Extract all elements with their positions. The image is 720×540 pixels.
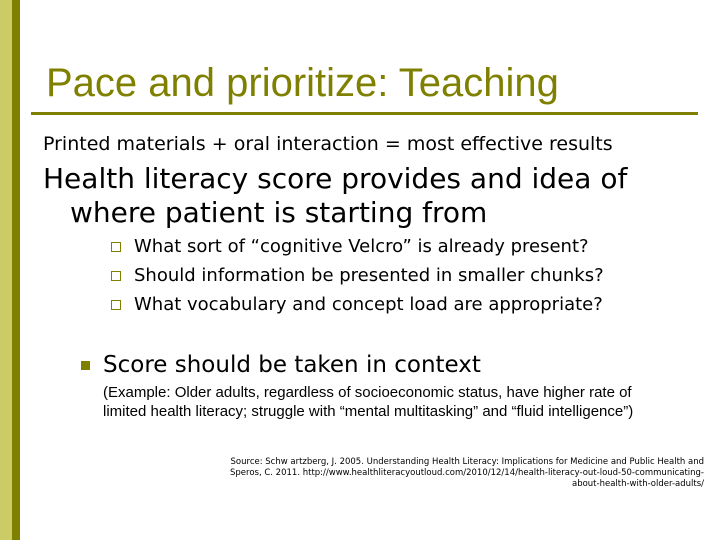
sub-question-text: What vocabulary and concept load are appropriate? (134, 294, 603, 315)
square-bullet-icon (111, 300, 121, 310)
health-literacy-line-2: where patient is starting from (70, 196, 488, 229)
side-accent-bar-light (0, 0, 12, 540)
health-literacy-point (43, 162, 683, 230)
source-line: Speros, C. 2011. http://www.healthliteracyoutloud.com/2010/12/14/health-literacy-out-loud-50-communicating- (229, 468, 704, 478)
square-bullet-icon (111, 271, 121, 281)
filled-square-bullet-icon (81, 361, 90, 370)
sub-question-item (111, 232, 604, 261)
source-citation (100, 457, 704, 490)
slide-title: Pace and prioritize: Teaching (46, 61, 559, 105)
source-line: about-health-with-older-adults/ (571, 479, 704, 489)
sub-question-item (111, 261, 604, 290)
example-note: (Example: Older adults, regardless of socioeconomic status, have higher rate of limited health literacy; struggle with “mental multitasking” and “fluid intelligence”) (103, 384, 634, 420)
title-underline (31, 112, 698, 115)
sub-question-list (111, 232, 604, 319)
sub-question-text: What sort of “cognitive Velcro” is already present? (134, 236, 589, 257)
score-context-point: Score should be taken in context (103, 352, 481, 378)
source-line: Source: Schw artzberg, J. 2005. Understanding Health Literacy: Implications for Medicine and Public Health and (230, 457, 704, 467)
sub-question-item (111, 290, 604, 319)
intro-line: Printed materials + oral interaction = most effective results (43, 133, 613, 155)
square-bullet-icon (111, 242, 121, 252)
health-literacy-line-1: Health literacy score provides and idea of (43, 162, 628, 195)
sub-question-text: Should information be presented in smaller chunks? (134, 265, 604, 286)
